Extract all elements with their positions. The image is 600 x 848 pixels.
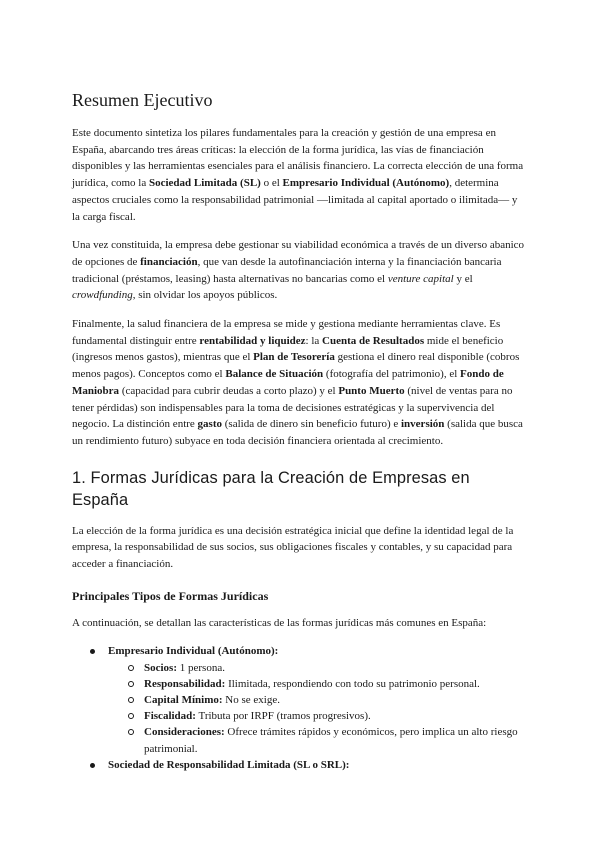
- detail-text: Ilimitada, respondiendo con todo su patrimonio personal.: [225, 677, 480, 690]
- text-run: Este documento sintetiza los pilares fundamentales para la creación y gestión de una empresa en España, abarcando tres áreas críticas: la elección de la forma jurídica, las vías de financiación disponibles y las herramientas esenciales para el análisis financiero. La correcta elección de una forma jurídica, como la: [72, 127, 524, 190]
- detail-label: Fiscalidad:: [144, 710, 196, 723]
- legal-forms-subheading: Principales Tipos de Formas Jurídicas: [72, 588, 269, 603]
- summary-paragraph-1: [72, 125, 528, 225]
- executive-summary-heading: Resumen Ejecutivo: [72, 90, 213, 110]
- summary-paragraph-3: [72, 316, 528, 450]
- text-run: , que van desde la autofinanciación interna y la financiación bancaria tradicional (préstamos, leasing) hasta alternativas no bancarias como el: [72, 255, 502, 285]
- text-run: Finalmente, la salud financiera de la empresa se mide y gestiona mediante herramientas clave. Es fundamental distinguir entre: [72, 318, 501, 347]
- detail-label: Consideraciones:: [144, 726, 225, 739]
- legal-form-detail: [128, 676, 528, 692]
- bold-term: inversión: [401, 418, 445, 431]
- text-run: (salida que busca un rendimiento futuro) subyace en toda decisión financiera orientada al crecimiento.: [72, 418, 523, 447]
- legal-form-details: [108, 660, 528, 757]
- text-run: Una vez constituida, la empresa debe gestionar su viabilidad económica a través de un diverso abanico de opciones de: [72, 239, 525, 268]
- bold-term: financiación: [140, 255, 198, 268]
- detail-text: 1 persona.: [177, 661, 225, 674]
- legal-form-detail: [128, 724, 528, 756]
- italic-term: crowdfunding: [72, 289, 133, 302]
- detail-text: No se exige.: [222, 694, 280, 707]
- detail-text: Tributa por IRPF (tramos progresivos).: [195, 710, 371, 723]
- text-run: gestiona el dinero real disponible (cobros menos pagos). Conceptos como el: [72, 351, 520, 381]
- text-run: (salida de dinero sin beneficio futuro) e: [222, 418, 401, 431]
- text-run: , determina aspectos cruciales como la responsabilidad patrimonial —limitada al capital aportado o ilimitada— y la carga fiscal.: [72, 177, 518, 223]
- legal-form-detail: [128, 708, 528, 724]
- detail-label: Capital Mínimo:: [144, 694, 223, 707]
- detail-label: Responsabilidad:: [144, 677, 226, 690]
- text-run: (capacidad para cubrir deudas a corto plazo) y el: [119, 384, 339, 397]
- text-run: mide el beneficio (ingresos menos gastos), mientras que el: [72, 334, 504, 364]
- text-run: o el: [260, 177, 283, 190]
- detail-label: Socios:: [144, 661, 177, 674]
- bold-term: Plan de Tesorería: [253, 351, 335, 364]
- text-run: , sin olvidar los apoyos públicos.: [132, 289, 278, 302]
- detail-text: Ofrece trámites rápidos y económicos, pero implica un alto riesgo patrimonial.: [144, 726, 518, 755]
- bold-term: gasto: [197, 418, 222, 431]
- summary-paragraph-2: [72, 237, 528, 304]
- bold-term: Balance de Situación: [225, 368, 324, 381]
- legal-form-detail: [128, 660, 528, 676]
- legal-form-name: Sociedad de Responsabilidad Limitada (SL o SRL):: [108, 758, 350, 771]
- bold-term: Punto Muerto: [338, 384, 405, 397]
- legal-forms-list: [72, 643, 528, 773]
- legal-forms-lead: A continuación, se detallan las características de las formas jurídicas más comunes en España:: [72, 616, 487, 629]
- text-run: : la: [305, 334, 323, 347]
- text-run: (fotografía del patrimonio), el: [323, 368, 461, 381]
- bold-term: Empresario Individual (Autónomo): [282, 177, 450, 190]
- text-run: y el: [453, 272, 473, 285]
- legal-form-item: [90, 757, 528, 773]
- italic-term: venture capital: [387, 272, 454, 285]
- section-1-intro: La elección de la forma jurídica es una decisión estratégica inicial que define la identidad legal de la empresa, la responsabilidad de sus socios, sus obligaciones fiscales y contables, y su capacidad para acceder a financiación.: [72, 524, 514, 571]
- text-run: (nivel de ventas para no tener pérdidas) son indispensables para la toma de decisiones estratégicas y la supervivencia del negocio. La distinción entre: [72, 384, 513, 431]
- legal-form-name: Empresario Individual (Autónomo):: [108, 645, 279, 658]
- section-1-heading: 1. Formas Jurídicas para la Creación de Empresas en España: [72, 468, 470, 509]
- legal-form-detail: [128, 692, 528, 708]
- bold-term: Sociedad Limitada (SL): [148, 177, 261, 190]
- legal-form-item: [90, 643, 528, 756]
- bold-term: rentabilidad y liquidez: [199, 334, 306, 347]
- bold-term: Cuenta de Resultados: [322, 334, 425, 347]
- bold-term: Fondo de Maniobra: [72, 368, 504, 397]
